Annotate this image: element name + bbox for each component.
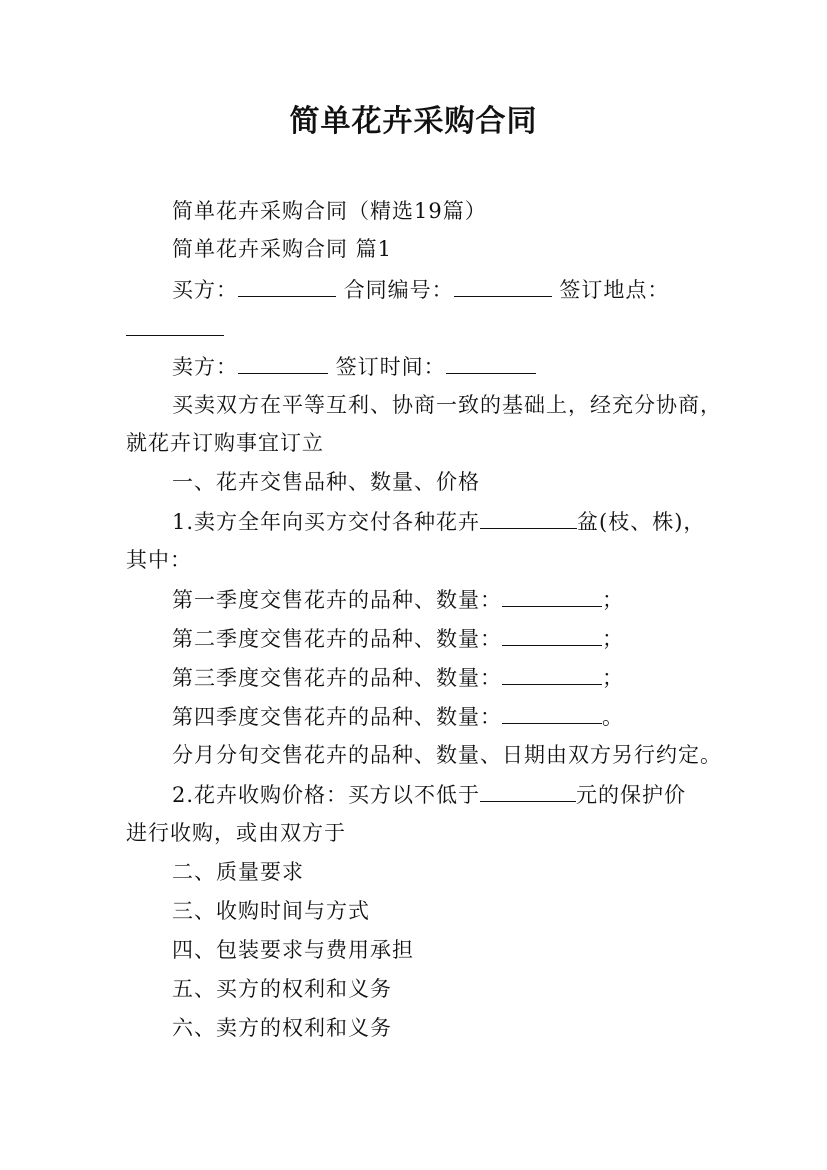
sign-time-label: 签订时间： bbox=[335, 355, 446, 379]
buyer-label: 买方： bbox=[172, 278, 238, 302]
seller-label: 卖方： bbox=[172, 355, 238, 379]
clause-1-blank bbox=[480, 506, 577, 529]
clause-1-line bbox=[172, 506, 705, 537]
q2-label: 第二季度交售花卉的品种、数量： bbox=[172, 627, 502, 651]
q1-line bbox=[172, 584, 624, 615]
sign-place-blank-line bbox=[126, 313, 224, 344]
q4-blank bbox=[502, 701, 602, 724]
q3-end: ； bbox=[602, 666, 624, 690]
sign-time-blank bbox=[446, 351, 536, 374]
section-3-heading: 三、收购时间与方式 bbox=[172, 899, 370, 923]
clause-1-suffix: 盆(枝、株)， bbox=[577, 510, 706, 534]
q2-line bbox=[172, 623, 624, 654]
seller-line bbox=[172, 351, 536, 382]
clause-2-prefix: 2.花卉收购价格：买方以不低于 bbox=[172, 783, 481, 807]
q1-label: 第一季度交售花卉的品种、数量： bbox=[172, 588, 502, 612]
intro-line-1: 买卖双方在平等互利、协商一致的基础上，经充分协商， bbox=[172, 393, 722, 417]
q3-blank bbox=[502, 662, 602, 685]
intro-line-2: 就花卉订购事宜订立 bbox=[126, 431, 324, 455]
q1-blank bbox=[502, 584, 602, 607]
contract-no-blank bbox=[454, 274, 552, 297]
section-4-heading: 四、包装要求与费用承担 bbox=[172, 938, 414, 962]
q2-blank bbox=[502, 623, 602, 646]
monthly-delivery-line: 分月分旬交售花卉的品种、数量、日期由双方另行约定。 bbox=[172, 743, 722, 767]
section-1-heading: 一、花卉交售品种、数量、价格 bbox=[172, 470, 480, 494]
buyer-blank bbox=[238, 274, 336, 297]
clause-2-line bbox=[172, 779, 686, 810]
contract-no-label: 合同编号： bbox=[343, 278, 454, 302]
q3-line bbox=[172, 662, 624, 693]
q4-end: 。 bbox=[602, 705, 624, 729]
sign-place-label: 签订地点： bbox=[559, 278, 670, 302]
q4-line bbox=[172, 701, 624, 732]
section-2-heading: 二、质量要求 bbox=[172, 860, 304, 884]
clause-2-blank bbox=[480, 779, 576, 802]
clause-1-prefix: 1.卖方全年向买方交付各种花卉 bbox=[172, 510, 481, 534]
section-5-heading: 五、买方的权利和义务 bbox=[172, 977, 392, 1001]
buyer-line bbox=[172, 274, 669, 305]
seller-blank bbox=[238, 351, 328, 374]
clause-2-suffix: 元的保护价 bbox=[576, 783, 687, 807]
article-heading: 简单花卉采购合同 篇1 bbox=[172, 237, 393, 261]
q2-end: ； bbox=[602, 627, 624, 651]
section-6-heading: 六、卖方的权利和义务 bbox=[172, 1016, 392, 1040]
document-subtitle: 简单花卉采购合同（精选19篇） bbox=[172, 199, 487, 223]
document-title: 简单花卉采购合同 bbox=[289, 104, 538, 139]
clause-1-line-2: 其中： bbox=[126, 548, 192, 572]
sign-place-blank bbox=[126, 313, 224, 336]
q4-label: 第四季度交售花卉的品种、数量： bbox=[172, 705, 502, 729]
clause-2-line-2: 进行收购，或由双方于 bbox=[126, 821, 346, 845]
q1-end: ； bbox=[602, 588, 624, 612]
q3-label: 第三季度交售花卉的品种、数量： bbox=[172, 666, 502, 690]
